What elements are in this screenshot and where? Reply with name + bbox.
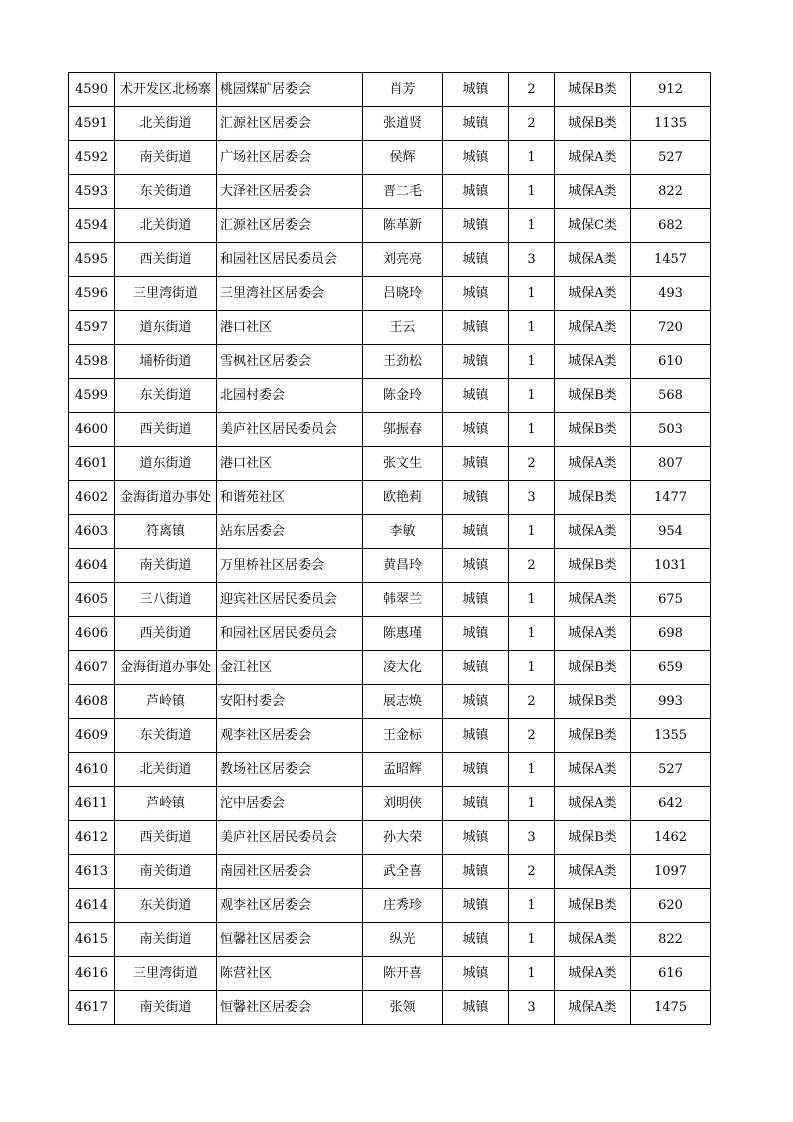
person-name-cell: 刘明侠 [363, 787, 443, 821]
area-type-cell: 城镇 [443, 719, 509, 753]
amount-cell: 610 [631, 345, 711, 379]
area-type-cell: 城镇 [443, 413, 509, 447]
household-count-cell: 2 [509, 855, 555, 889]
amount-cell: 503 [631, 413, 711, 447]
amount-cell: 1135 [631, 107, 711, 141]
record-id-cell: 4603 [69, 515, 115, 549]
person-name-cell: 王金标 [363, 719, 443, 753]
household-count-cell: 2 [509, 107, 555, 141]
category-cell: 城保A类 [555, 787, 631, 821]
record-id-cell: 4606 [69, 617, 115, 651]
street-cell: 东关街道 [115, 889, 217, 923]
street-cell: 南关街道 [115, 549, 217, 583]
area-type-cell: 城镇 [443, 685, 509, 719]
category-cell: 城保B类 [555, 685, 631, 719]
person-name-cell: 黄昌玲 [363, 549, 443, 583]
committee-cell: 万里桥社区居委会 [217, 549, 363, 583]
person-name-cell: 王劲松 [363, 345, 443, 379]
street-cell: 南关街道 [115, 855, 217, 889]
household-count-cell: 2 [509, 447, 555, 481]
category-cell: 城保A类 [555, 583, 631, 617]
table-row [69, 583, 711, 617]
committee-cell: 港口社区 [217, 447, 363, 481]
committee-cell: 三里湾社区居委会 [217, 277, 363, 311]
household-count-cell: 1 [509, 209, 555, 243]
amount-cell: 807 [631, 447, 711, 481]
table-row [69, 787, 711, 821]
committee-cell: 大泽社区居委会 [217, 175, 363, 209]
household-count-cell: 2 [509, 549, 555, 583]
street-cell: 符离镇 [115, 515, 217, 549]
person-name-cell: 孙大荣 [363, 821, 443, 855]
committee-cell: 美庐社区居民委员会 [217, 413, 363, 447]
category-cell: 城保A类 [555, 957, 631, 991]
amount-cell: 912 [631, 73, 711, 107]
person-name-cell: 晋二毛 [363, 175, 443, 209]
record-id-cell: 4604 [69, 549, 115, 583]
table-row [69, 447, 711, 481]
record-id-cell: 4595 [69, 243, 115, 277]
household-count-cell: 3 [509, 243, 555, 277]
record-id-cell: 4607 [69, 651, 115, 685]
street-cell: 北关街道 [115, 209, 217, 243]
amount-cell: 1031 [631, 549, 711, 583]
street-cell: 西关街道 [115, 821, 217, 855]
amount-cell: 527 [631, 753, 711, 787]
committee-cell: 汇源社区居委会 [217, 209, 363, 243]
category-cell: 城保B类 [555, 549, 631, 583]
amount-cell: 1457 [631, 243, 711, 277]
person-name-cell: 刘亮亮 [363, 243, 443, 277]
record-id-cell: 4601 [69, 447, 115, 481]
area-type-cell: 城镇 [443, 209, 509, 243]
committee-cell: 沱中居委会 [217, 787, 363, 821]
person-name-cell: 邬振春 [363, 413, 443, 447]
household-count-cell: 3 [509, 481, 555, 515]
amount-cell: 1477 [631, 481, 711, 515]
committee-cell: 雪枫社区居委会 [217, 345, 363, 379]
amount-cell: 616 [631, 957, 711, 991]
committee-cell: 和谐苑社区 [217, 481, 363, 515]
amount-cell: 954 [631, 515, 711, 549]
table-row [69, 889, 711, 923]
street-cell: 南关街道 [115, 991, 217, 1025]
street-cell: 南关街道 [115, 923, 217, 957]
person-name-cell: 庄秀珍 [363, 889, 443, 923]
street-cell: 道东街道 [115, 311, 217, 345]
table-row [69, 991, 711, 1025]
street-cell: 道东街道 [115, 447, 217, 481]
table-row [69, 821, 711, 855]
street-cell: 南关街道 [115, 141, 217, 175]
category-cell: 城保B类 [555, 413, 631, 447]
household-count-cell: 1 [509, 651, 555, 685]
area-type-cell: 城镇 [443, 175, 509, 209]
household-count-cell: 1 [509, 617, 555, 651]
amount-cell: 993 [631, 685, 711, 719]
amount-cell: 642 [631, 787, 711, 821]
person-name-cell: 欧艳莉 [363, 481, 443, 515]
committee-cell: 教场社区居委会 [217, 753, 363, 787]
amount-cell: 675 [631, 583, 711, 617]
street-cell: 北关街道 [115, 107, 217, 141]
area-type-cell: 城镇 [443, 243, 509, 277]
table-body [69, 73, 711, 1025]
household-count-cell: 1 [509, 787, 555, 821]
committee-cell: 南园社区居委会 [217, 855, 363, 889]
street-cell: 西关街道 [115, 243, 217, 277]
street-cell: 西关街道 [115, 617, 217, 651]
street-cell: 芦岭镇 [115, 787, 217, 821]
record-id-cell: 4614 [69, 889, 115, 923]
table-row [69, 209, 711, 243]
committee-cell: 恒馨社区居委会 [217, 923, 363, 957]
amount-cell: 1097 [631, 855, 711, 889]
household-count-cell: 1 [509, 345, 555, 379]
record-id-cell: 4608 [69, 685, 115, 719]
household-count-cell: 1 [509, 583, 555, 617]
area-type-cell: 城镇 [443, 651, 509, 685]
amount-cell: 822 [631, 923, 711, 957]
household-count-cell: 3 [509, 821, 555, 855]
person-name-cell: 张文生 [363, 447, 443, 481]
committee-cell: 广场社区居委会 [217, 141, 363, 175]
amount-cell: 698 [631, 617, 711, 651]
area-type-cell: 城镇 [443, 481, 509, 515]
person-name-cell: 王云 [363, 311, 443, 345]
area-type-cell: 城镇 [443, 549, 509, 583]
record-id-cell: 4616 [69, 957, 115, 991]
area-type-cell: 城镇 [443, 345, 509, 379]
area-type-cell: 城镇 [443, 991, 509, 1025]
record-id-cell: 4590 [69, 73, 115, 107]
record-id-cell: 4617 [69, 991, 115, 1025]
record-id-cell: 4605 [69, 583, 115, 617]
committee-cell: 和园社区居民委员会 [217, 243, 363, 277]
committee-cell: 桃园煤矿居委会 [217, 73, 363, 107]
category-cell: 城保A类 [555, 447, 631, 481]
record-id-cell: 4609 [69, 719, 115, 753]
household-count-cell: 2 [509, 685, 555, 719]
person-name-cell: 吕晓玲 [363, 277, 443, 311]
household-count-cell: 1 [509, 277, 555, 311]
category-cell: 城保A类 [555, 175, 631, 209]
household-count-cell: 1 [509, 889, 555, 923]
table-row [69, 107, 711, 141]
household-count-cell: 1 [509, 923, 555, 957]
household-count-cell: 2 [509, 73, 555, 107]
area-type-cell: 城镇 [443, 107, 509, 141]
person-name-cell: 陈惠瑾 [363, 617, 443, 651]
area-type-cell: 城镇 [443, 73, 509, 107]
committee-cell: 北园村委会 [217, 379, 363, 413]
table-row [69, 651, 711, 685]
street-cell: 埇桥街道 [115, 345, 217, 379]
record-id-cell: 4594 [69, 209, 115, 243]
area-type-cell: 城镇 [443, 821, 509, 855]
table-row [69, 719, 711, 753]
person-name-cell: 陈革新 [363, 209, 443, 243]
record-id-cell: 4593 [69, 175, 115, 209]
area-type-cell: 城镇 [443, 923, 509, 957]
category-cell: 城保A类 [555, 991, 631, 1025]
amount-cell: 1475 [631, 991, 711, 1025]
record-id-cell: 4597 [69, 311, 115, 345]
committee-cell: 观李社区居委会 [217, 889, 363, 923]
record-id-cell: 4610 [69, 753, 115, 787]
table-row [69, 175, 711, 209]
amount-cell: 568 [631, 379, 711, 413]
category-cell: 城保A类 [555, 617, 631, 651]
area-type-cell: 城镇 [443, 515, 509, 549]
street-cell: 芦岭镇 [115, 685, 217, 719]
amount-cell: 682 [631, 209, 711, 243]
area-type-cell: 城镇 [443, 141, 509, 175]
household-count-cell: 1 [509, 413, 555, 447]
category-cell: 城保A类 [555, 311, 631, 345]
person-name-cell: 韩翠兰 [363, 583, 443, 617]
amount-cell: 493 [631, 277, 711, 311]
person-name-cell: 肖芳 [363, 73, 443, 107]
table-row [69, 855, 711, 889]
household-count-cell: 1 [509, 311, 555, 345]
category-cell: 城保A类 [555, 243, 631, 277]
table-row [69, 957, 711, 991]
record-id-cell: 4591 [69, 107, 115, 141]
committee-cell: 安阳村委会 [217, 685, 363, 719]
table-row [69, 923, 711, 957]
area-type-cell: 城镇 [443, 277, 509, 311]
category-cell: 城保B类 [555, 889, 631, 923]
table-row [69, 753, 711, 787]
category-cell: 城保B类 [555, 481, 631, 515]
street-cell: 金海街道办事处 [115, 651, 217, 685]
household-count-cell: 1 [509, 515, 555, 549]
household-count-cell: 1 [509, 379, 555, 413]
amount-cell: 659 [631, 651, 711, 685]
household-count-cell: 1 [509, 141, 555, 175]
area-type-cell: 城镇 [443, 855, 509, 889]
person-name-cell: 张道贤 [363, 107, 443, 141]
committee-cell: 港口社区 [217, 311, 363, 345]
table-row [69, 345, 711, 379]
street-cell: 东关街道 [115, 175, 217, 209]
person-name-cell: 纵光 [363, 923, 443, 957]
category-cell: 城保A类 [555, 515, 631, 549]
street-cell: 东关街道 [115, 719, 217, 753]
committee-cell: 汇源社区居委会 [217, 107, 363, 141]
category-cell: 城保A类 [555, 277, 631, 311]
category-cell: 城保B类 [555, 719, 631, 753]
person-name-cell: 张领 [363, 991, 443, 1025]
table-row [69, 685, 711, 719]
record-id-cell: 4596 [69, 277, 115, 311]
table-row [69, 617, 711, 651]
table-row [69, 243, 711, 277]
amount-cell: 720 [631, 311, 711, 345]
table-row [69, 277, 711, 311]
record-id-cell: 4602 [69, 481, 115, 515]
category-cell: 城保A类 [555, 855, 631, 889]
amount-cell: 1355 [631, 719, 711, 753]
category-cell: 城保A类 [555, 923, 631, 957]
area-type-cell: 城镇 [443, 957, 509, 991]
committee-cell: 美庐社区居民委员会 [217, 821, 363, 855]
committee-cell: 观李社区居委会 [217, 719, 363, 753]
table-row [69, 413, 711, 447]
record-id-cell: 4613 [69, 855, 115, 889]
table-row [69, 549, 711, 583]
household-count-cell: 1 [509, 957, 555, 991]
area-type-cell: 城镇 [443, 583, 509, 617]
household-count-cell: 1 [509, 175, 555, 209]
category-cell: 城保C类 [555, 209, 631, 243]
area-type-cell: 城镇 [443, 447, 509, 481]
street-cell: 金海街道办事处 [115, 481, 217, 515]
area-type-cell: 城镇 [443, 379, 509, 413]
record-id-cell: 4612 [69, 821, 115, 855]
street-cell: 北关街道 [115, 753, 217, 787]
street-cell: 东关街道 [115, 379, 217, 413]
street-cell: 西关街道 [115, 413, 217, 447]
record-id-cell: 4599 [69, 379, 115, 413]
category-cell: 城保B类 [555, 821, 631, 855]
amount-cell: 620 [631, 889, 711, 923]
committee-cell: 站东居委会 [217, 515, 363, 549]
person-name-cell: 凌大化 [363, 651, 443, 685]
table-row [69, 379, 711, 413]
table-row [69, 515, 711, 549]
street-cell: 三八街道 [115, 583, 217, 617]
person-name-cell: 孟昭辉 [363, 753, 443, 787]
record-id-cell: 4600 [69, 413, 115, 447]
person-name-cell: 展志焕 [363, 685, 443, 719]
person-name-cell: 陈金玲 [363, 379, 443, 413]
category-cell: 城保B类 [555, 379, 631, 413]
table-row [69, 311, 711, 345]
committee-cell: 陈营社区 [217, 957, 363, 991]
area-type-cell: 城镇 [443, 311, 509, 345]
street-cell: 三里湾街道 [115, 957, 217, 991]
household-count-cell: 2 [509, 719, 555, 753]
records-table [68, 72, 711, 1025]
household-count-cell: 3 [509, 991, 555, 1025]
category-cell: 城保B类 [555, 73, 631, 107]
committee-cell: 恒馨社区居委会 [217, 991, 363, 1025]
record-id-cell: 4592 [69, 141, 115, 175]
street-cell: 术开发区北杨寨 [115, 73, 217, 107]
table-row [69, 73, 711, 107]
category-cell: 城保A类 [555, 141, 631, 175]
area-type-cell: 城镇 [443, 753, 509, 787]
household-count-cell: 1 [509, 753, 555, 787]
amount-cell: 1462 [631, 821, 711, 855]
table-row [69, 481, 711, 515]
amount-cell: 822 [631, 175, 711, 209]
area-type-cell: 城镇 [443, 617, 509, 651]
person-name-cell: 陈开喜 [363, 957, 443, 991]
area-type-cell: 城镇 [443, 787, 509, 821]
category-cell: 城保A类 [555, 753, 631, 787]
amount-cell: 527 [631, 141, 711, 175]
street-cell: 三里湾街道 [115, 277, 217, 311]
committee-cell: 和园社区居民委员会 [217, 617, 363, 651]
category-cell: 城保A类 [555, 345, 631, 379]
committee-cell: 金江社区 [217, 651, 363, 685]
person-name-cell: 侯辉 [363, 141, 443, 175]
committee-cell: 迎宾社区居民委员会 [217, 583, 363, 617]
record-id-cell: 4611 [69, 787, 115, 821]
table-row [69, 141, 711, 175]
category-cell: 城保B类 [555, 107, 631, 141]
area-type-cell: 城镇 [443, 889, 509, 923]
person-name-cell: 武全喜 [363, 855, 443, 889]
record-id-cell: 4598 [69, 345, 115, 379]
record-id-cell: 4615 [69, 923, 115, 957]
person-name-cell: 李敏 [363, 515, 443, 549]
category-cell: 城保B类 [555, 651, 631, 685]
